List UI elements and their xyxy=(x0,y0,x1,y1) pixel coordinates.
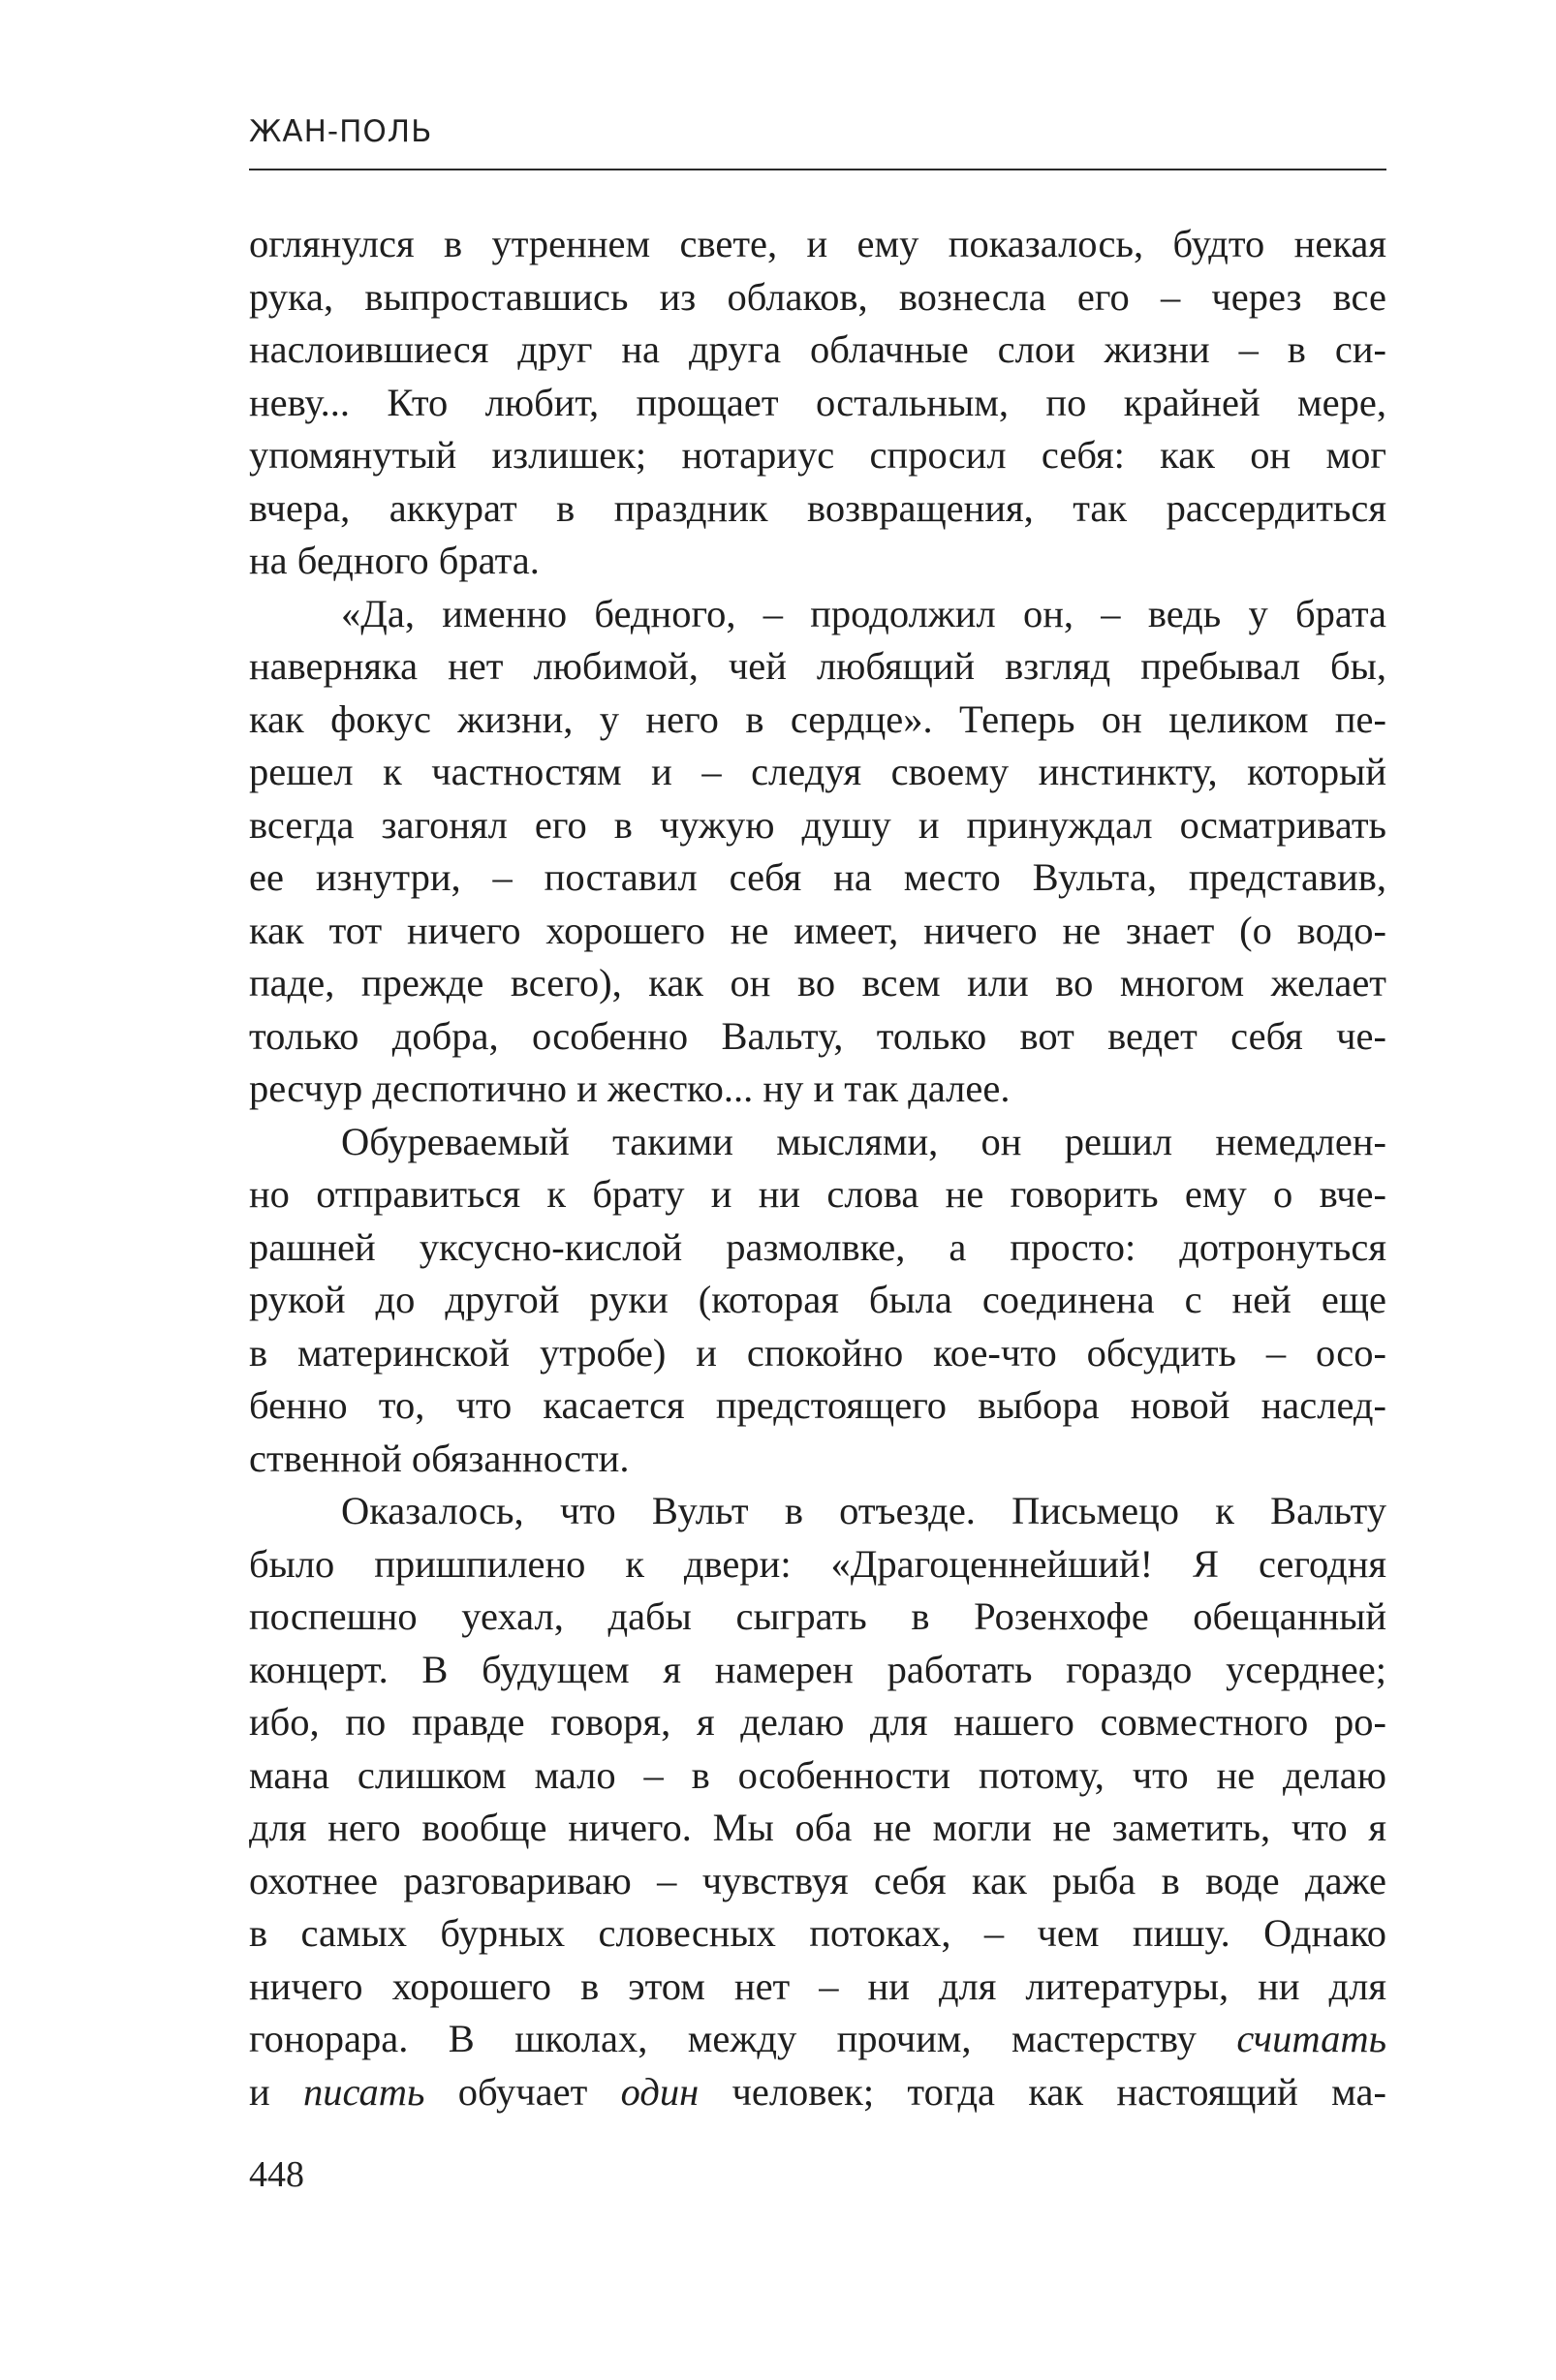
text-line: ибо, по правде говоря, я делаю для нашего совместного ро- xyxy=(249,1700,1386,1744)
page-number: 448 xyxy=(249,2154,304,2195)
text-line: Оказалось, что Вульт в отъезде. Письмецо к Вальту xyxy=(341,1489,1386,1532)
text-line: рукой до другой руки (которая была соединена с ней еще xyxy=(249,1278,1386,1321)
header-rule xyxy=(249,169,1386,170)
text-line: рука, выпроставшись из облаков, вознесла его – через все xyxy=(249,274,1386,319)
text-line: неву... Кто любит, прощает остальным, по крайней мере, xyxy=(249,380,1386,424)
text-line: наслоившиеся друг на друга облачные слои жизни – в си- xyxy=(249,327,1386,371)
text-line: ресчур деспотично и жестко... ну и так далее. xyxy=(249,1066,1011,1110)
text-line: как фокус жизни, у него в сердце». Теперь он целиком пе- xyxy=(249,696,1386,741)
text-run: гонорара. В школах, между прочим, мастерству xyxy=(249,2017,1237,2060)
text-line: ственной обязанности. xyxy=(249,1436,630,1480)
text-line: ее изнутри, – поставил себя на место Вульта, представив, xyxy=(249,855,1386,899)
text-line: как тот ничего хорошего не имеет, ничего не знает (о водо- xyxy=(249,908,1386,952)
text-line: упомянутый излишек; нотариус спросил себя: как он мог xyxy=(249,433,1386,477)
text-line: в самых бурных словесных потоках, – чем пишу. Однако xyxy=(249,1911,1386,1955)
italic-word: считать xyxy=(1236,2017,1386,2060)
text-line: в материнской утробе) и спокойно кое-что обсудить – осо- xyxy=(249,1330,1386,1375)
text-line: паде, прежде всего), как он во всем или во многом желает xyxy=(249,961,1386,1005)
paragraph-2 xyxy=(249,588,1386,1116)
text-line: для него вообще ничего. Мы оба не могли не заметить, что я xyxy=(249,1806,1386,1849)
text-line: было пришпилено к двери: «Драгоценнейший! Я сегодня xyxy=(249,1541,1386,1586)
text-line: мана слишком мало – в особенности потому, что не делаю xyxy=(249,1752,1386,1797)
text-line xyxy=(249,2013,1386,2066)
text-line: вчера, аккурат в праздник возвращения, так рассердиться xyxy=(249,485,1386,530)
text-run: человек; тогда как настоящий ма- xyxy=(699,2069,1386,2114)
text-line: бенно то, что касается предстоящего выбора новой наслед- xyxy=(249,1383,1386,1427)
italic-word: один xyxy=(620,2069,700,2114)
text-run: и xyxy=(249,2069,304,2114)
text-line: только добра, особенно Вальту, только вот ведет себя че- xyxy=(249,1013,1386,1058)
text-line: «Да, именно бедного, – продолжил он, – ведь у брата xyxy=(341,591,1386,635)
text-line: поспешно уехал, дабы сыграть в Розенхофе обещанный xyxy=(249,1594,1386,1638)
paragraph-3 xyxy=(249,1116,1386,1486)
text-line xyxy=(249,2066,1386,2119)
text-line: на бедного брата. xyxy=(249,539,540,582)
text-line: ничего хорошего в этом нет – ни для литературы, ни для xyxy=(249,1963,1386,2008)
paragraph-1 xyxy=(249,218,1386,588)
italic-word: писать xyxy=(303,2069,425,2114)
body-text xyxy=(249,218,1386,2118)
text-line: концерт. В будущем я намерен работать гораздо усерднее; xyxy=(249,1647,1386,1691)
text-line: всегда загонял его в чужую душу и принуждал осматривать xyxy=(249,802,1386,847)
text-run: обучает xyxy=(424,2069,621,2114)
paragraph-4 xyxy=(249,1485,1386,2118)
running-head-title: ЖАН-ПОЛЬ xyxy=(249,114,433,149)
text-line: Обуреваемый такими мыслями, он решил немедлен- xyxy=(341,1119,1386,1163)
text-line: рашней уксусно-кислой размолвке, а просто: дотронуться xyxy=(249,1224,1386,1269)
text-line: но отправиться к брату и ни слова не говорить ему о вче- xyxy=(249,1172,1386,1216)
text-line: оглянулся в утреннем свете, и ему показалось, будто некая xyxy=(249,222,1386,265)
text-line: решел к частностям и – следуя своему инстинкту, который xyxy=(249,750,1386,793)
text-line: охотнее разговариваю – чувствуя себя как рыба в воде даже xyxy=(249,1858,1386,1902)
text-line: наверняка нет любимой, чей любящий взгляд пребывал бы, xyxy=(249,644,1386,688)
